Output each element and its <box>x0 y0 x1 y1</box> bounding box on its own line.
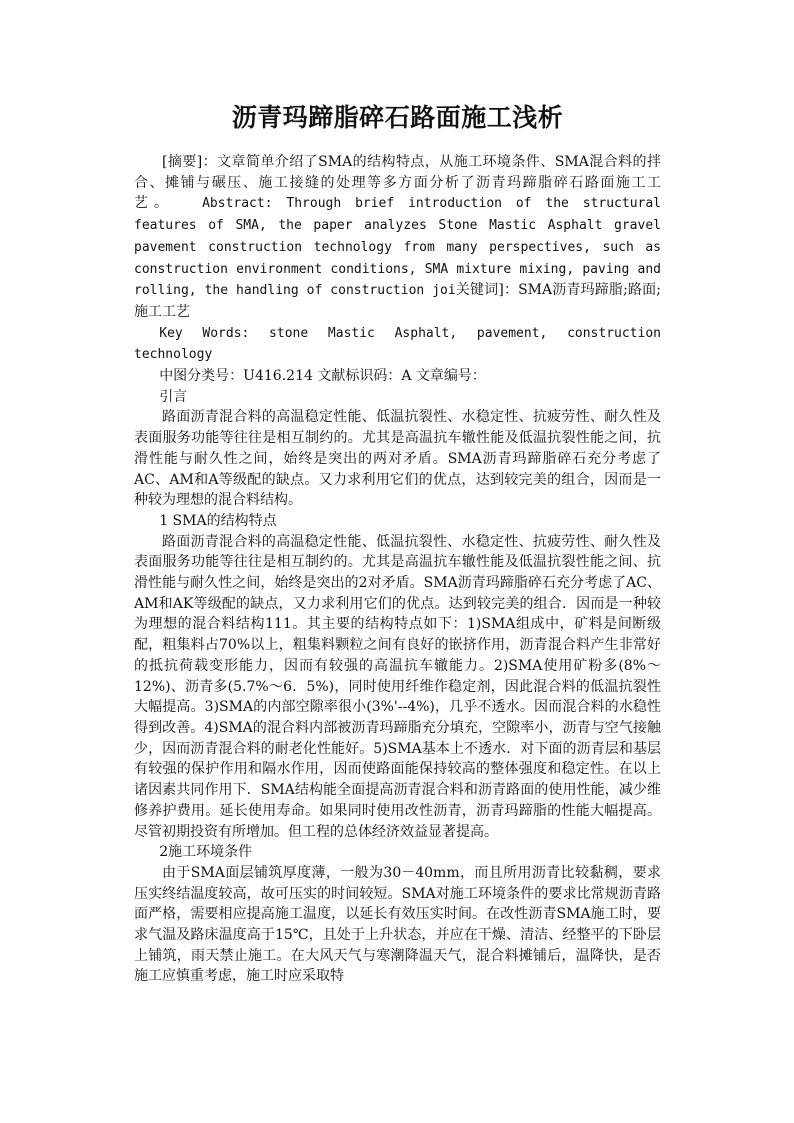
page-title: 沥青玛蹄脂碎石路面施工浅析 <box>231 103 564 132</box>
abstract-paragraph <box>134 152 661 323</box>
abstract-cn: [摘要]：文章简单介绍了SMA的结构特点，从施工环境条件、SMA混合料的拌合、摊铺与碾压、施工接缝的处理等多方面分析了沥青玛蹄脂碎石路面施工工艺。 <box>134 154 661 212</box>
intro-heading: 引言 <box>159 388 188 405</box>
section2-heading: 2施工环境条件 <box>159 844 253 861</box>
classification-line: 中图分类号：U416.214 文献标识码：A 文章编号： <box>159 368 486 385</box>
document-body <box>134 152 661 987</box>
section2-paragraph: 由于SMA面层铺筑厚度薄，一般为30－40mm，而且所用沥青比较黏稠，要求压实终结温度较高，故可压实的时间较短。SMA对施工环境条件的要求比常规沥青路面严格，需要相应提高施工温度，以延长有效压实时间。在改性沥青SMA施工时，要求气温及路床温度高于15℃，且处于上升状态，并应在干燥、清洁、经整平的下卧层上铺筑，雨天禁止施工。在大风天气与寒潮降温天气，混合料摊铺后，温降快，是否施工应慎重考虑，施工时应采取特 <box>134 864 661 985</box>
keywords-cn: 关键词]：SMA沥青玛蹄脂;路面;施工工艺 <box>134 282 661 320</box>
abstract-en: Abstract: Through brief introduction of the structural features of SMA, the paper analyzes Stone Mastic Asphalt gravel pavement construction technology from many perspectives, such as construction environment conditions, SMA mixture mixing, paving and rolling, the handling of construction joi <box>134 196 662 299</box>
keywords-en: Key Words: stone Mastic Asphalt, pavement, construction technology <box>134 325 661 363</box>
section1-paragraph: 路面沥青混合料的高温稳定性能、低温抗裂性、水稳定性、抗疲劳性、耐久性及表面服务功能等往往是相互制约的。尤其是高温抗车辙性能及低温抗裂性能之间、抗滑性能与耐久性之间，始终是突出的2对矛盾。SMA沥青玛蹄脂碎石充分考虑了AC、AM和AK等级配的缺点，又力求利用它们的优点。达到较完美的组合．因而是一种较为理想的混合料结构111。其主要的结构特点如下：1)SMA组成中，矿料是间断级配，粗集料占70%以上，粗集料颗粒之间有良好的嵌挤作用，沥青混合料产生非常好的抵抗荷载变形能力，因而有较强的高温抗车辙能力。2)SMA使用矿粉多(8%～12%)、沥青多(5.7%～6．5%)，同时使用纤维作稳定剂，因此混合料的低温抗裂性大幅提高。3)SMA的内部空隙率很小(3%'--4%)，几乎不透水。因而混合料的水稳性得到改善。4)SMA的混合料内部被沥青玛蹄脂充分填充，空隙率小，沥青与空气接触少，因而沥青混合料的耐老化性能好。5)SMA基本上不透水．对下面的沥青层和基层有较强的保护作用和隔水作用，因而使路面能保持较高的整体强度和稳定性。在以上诸因素共同作用下．SMA结构能全面提高沥青混合料和沥青路面的使用性能，减少维修养护费用。延长使用寿命。如果同时使用改性沥青，沥青玛蹄脂的性能大幅提高。尽管初期投资有所增加。但工程的总体经济效益显著提高。 <box>134 533 661 840</box>
intro-paragraph: 路面沥青混合料的高温稳定性能、低温抗裂性、水稳定性、抗疲劳性、耐久性及表面服务功能等往往是相互制约的。尤其是高温抗车辙性能及低温抗裂性能之间，抗滑性能与耐久性之间，始终是突出的两对矛盾。SMA沥青玛蹄脂碎石充分考虑了AC、AM和A等级配的缺点。又力求利用它们的优点，达到较完美的组合，因而是一种较为理想的混合料结构。 <box>134 409 661 509</box>
keywords-en-paragraph <box>134 323 661 366</box>
section1-heading: 1 SMA的结构特点 <box>159 512 277 529</box>
